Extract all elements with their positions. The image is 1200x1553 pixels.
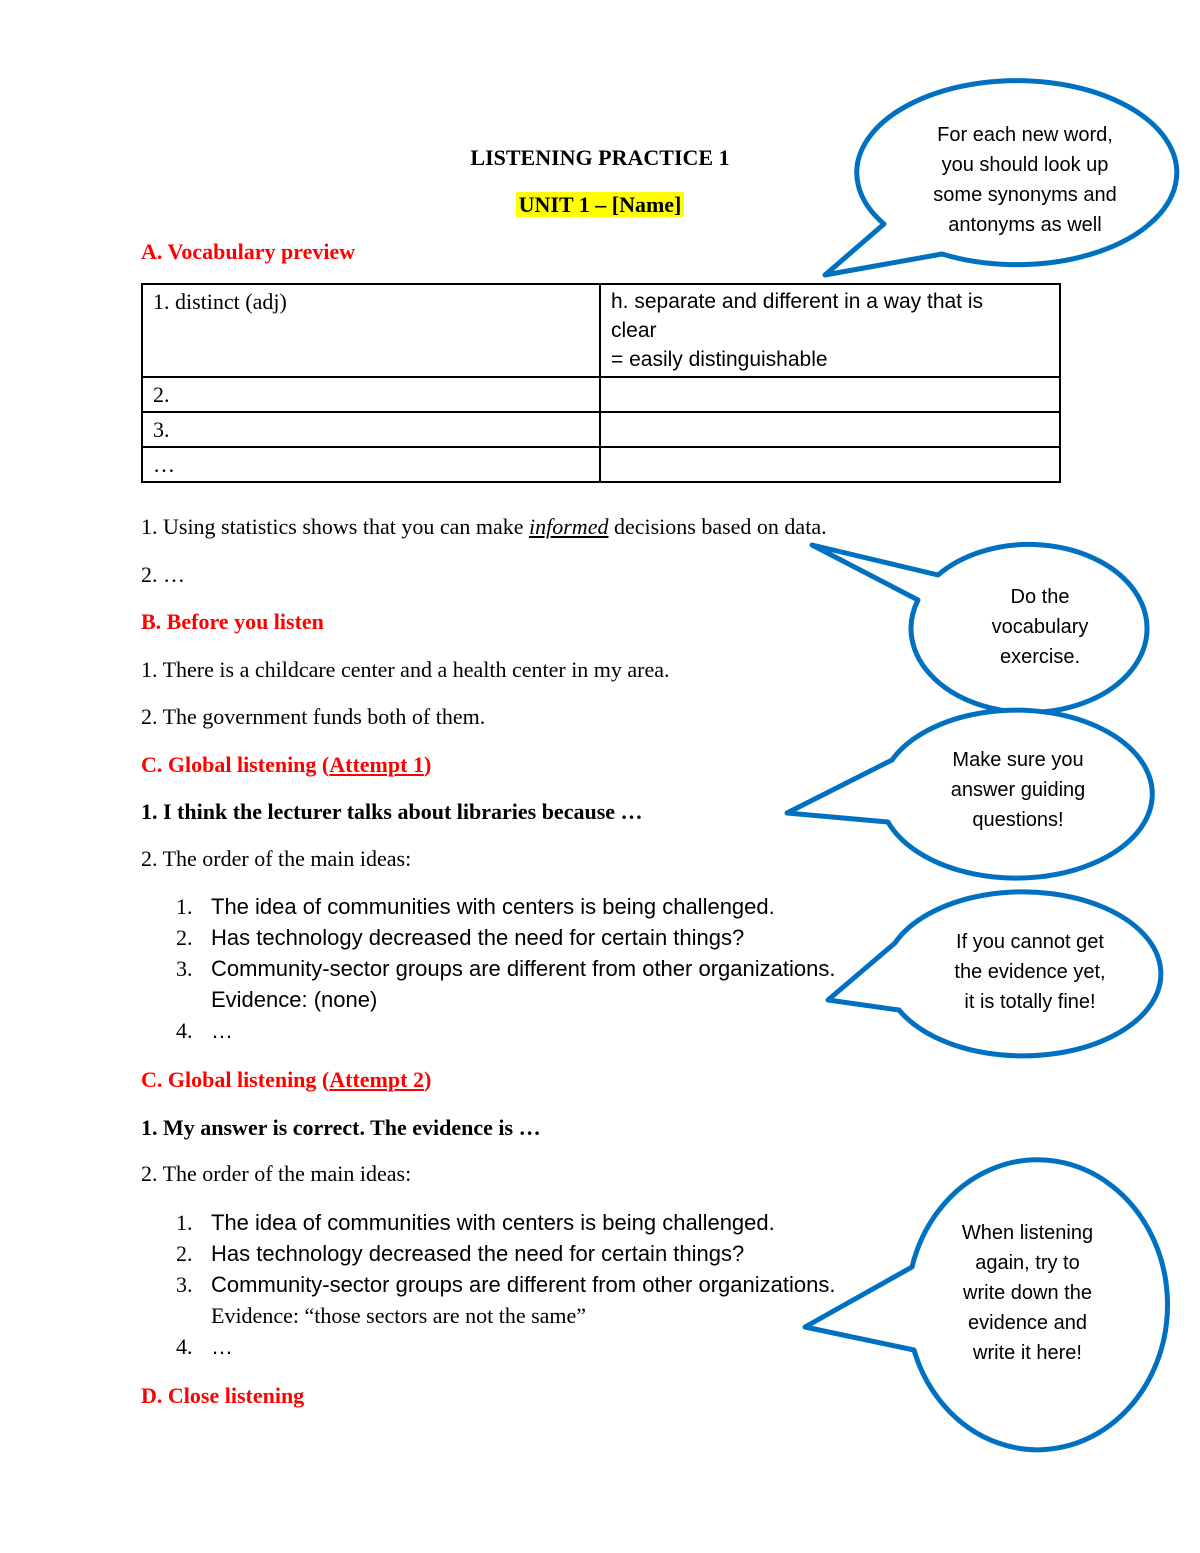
callout-line: vocabulary (991, 616, 1089, 638)
section-c2-q2: 2. The order of the main ideas: (141, 1161, 412, 1186)
list-number: 2. (176, 1241, 193, 1266)
vocab-term: 2. (142, 377, 600, 412)
list-text: Community-sector groups are different from other organizations. (211, 956, 836, 981)
callout-line: write it here! (973, 1342, 1082, 1364)
list-number: 4. (176, 1334, 193, 1359)
list-text: … (211, 1334, 233, 1359)
list-text: The idea of communities with centers is being challenged. (211, 1210, 775, 1235)
callout-line: you should look up (941, 154, 1109, 176)
section-b-line-2: 2. The government funds both of them. (141, 704, 486, 729)
unit-title-text: UNIT 1 – [Name] (516, 192, 685, 217)
evidence-line: Evidence: (none) (211, 987, 378, 1012)
attempt-label: Attempt 1 (329, 752, 424, 777)
definition-line: h. separate and different in a way that is (611, 290, 984, 313)
vocab-term: 1. distinct (adj) (142, 284, 600, 377)
heading-text: ) (423, 1067, 432, 1092)
callout-line: For each new word, (937, 124, 1113, 146)
heading-text: C. Global listening ( (141, 1067, 330, 1092)
list-number: 1. (176, 894, 193, 919)
callout-line: questions! (972, 809, 1064, 831)
list-text: Community-sector groups are different from other organizations. (211, 1272, 836, 1297)
section-d-heading: D. Close listening (141, 1383, 305, 1408)
highlighted-word: informed (529, 514, 609, 539)
section-c2-q1: 1. My answer is correct. The evidence is … (141, 1115, 541, 1140)
callout-line: again, try to (975, 1252, 1080, 1274)
callout-text-1 (880, 120, 1170, 240)
callout-line: If you cannot get (956, 931, 1104, 953)
attempt-label: Attempt 2 (329, 1067, 424, 1092)
list-number: 4. (176, 1018, 193, 1043)
section-b-line-1: 1. There is a childcare center and a health center in my area. (141, 657, 670, 682)
list-text: The idea of communities with centers is being challenged. (211, 894, 775, 919)
callout-line: evidence and (968, 1312, 1087, 1334)
callout-line: exercise. (999, 646, 1081, 668)
callout-line: some synonyms and (933, 184, 1117, 206)
callout-text-3 (898, 745, 1138, 835)
evidence-line: Evidence: “those sectors are not the same” (211, 1303, 587, 1328)
callout-line: answer guiding (950, 779, 1086, 801)
vocab-term: 3. (142, 412, 600, 447)
callout-line: antonyms as well (948, 214, 1102, 236)
list-number: 1. (176, 1210, 193, 1235)
callout-text-5 (915, 1218, 1140, 1368)
sentence-text: 1. Using statistics shows that you can make (141, 514, 530, 539)
callout-text-2 (930, 582, 1150, 672)
callout-line: it is totally fine! (964, 991, 1096, 1013)
section-c1-q2: 2. The order of the main ideas: (141, 846, 412, 871)
callout-line: write down the (963, 1282, 1092, 1304)
heading-text: C. Global listening ( (141, 752, 330, 777)
callout-line: Do the (1010, 586, 1070, 608)
list-number: 2. (176, 925, 193, 950)
callout-line: the evidence yet, (954, 961, 1106, 983)
callout-line: When listening (961, 1222, 1094, 1244)
page-title: LISTENING PRACTICE 1 (470, 145, 730, 170)
section-c1-q1: 1. I think the lecturer talks about libraries because … (141, 799, 643, 824)
callout-text-4 (905, 927, 1155, 1017)
section-b-heading: B. Before you listen (141, 609, 324, 634)
list-text: Has technology decreased the need for certain things? (211, 925, 745, 950)
heading-text: ) (423, 752, 432, 777)
callout-line: Make sure you (952, 749, 1084, 771)
definition-line: clear (611, 319, 657, 342)
vocab-term: … (142, 447, 600, 482)
definition-line: = easily distinguishable (611, 348, 828, 371)
list-number: 3. (176, 956, 193, 981)
list-text: Has technology decreased the need for certain things? (211, 1241, 745, 1266)
list-text: … (211, 1018, 233, 1043)
list-number: 3. (176, 1272, 193, 1297)
vocab-sentence-2: 2. … (141, 562, 185, 587)
sentence-text: decisions based on data. (608, 514, 827, 539)
section-a-heading: A. Vocabulary preview (141, 239, 356, 264)
